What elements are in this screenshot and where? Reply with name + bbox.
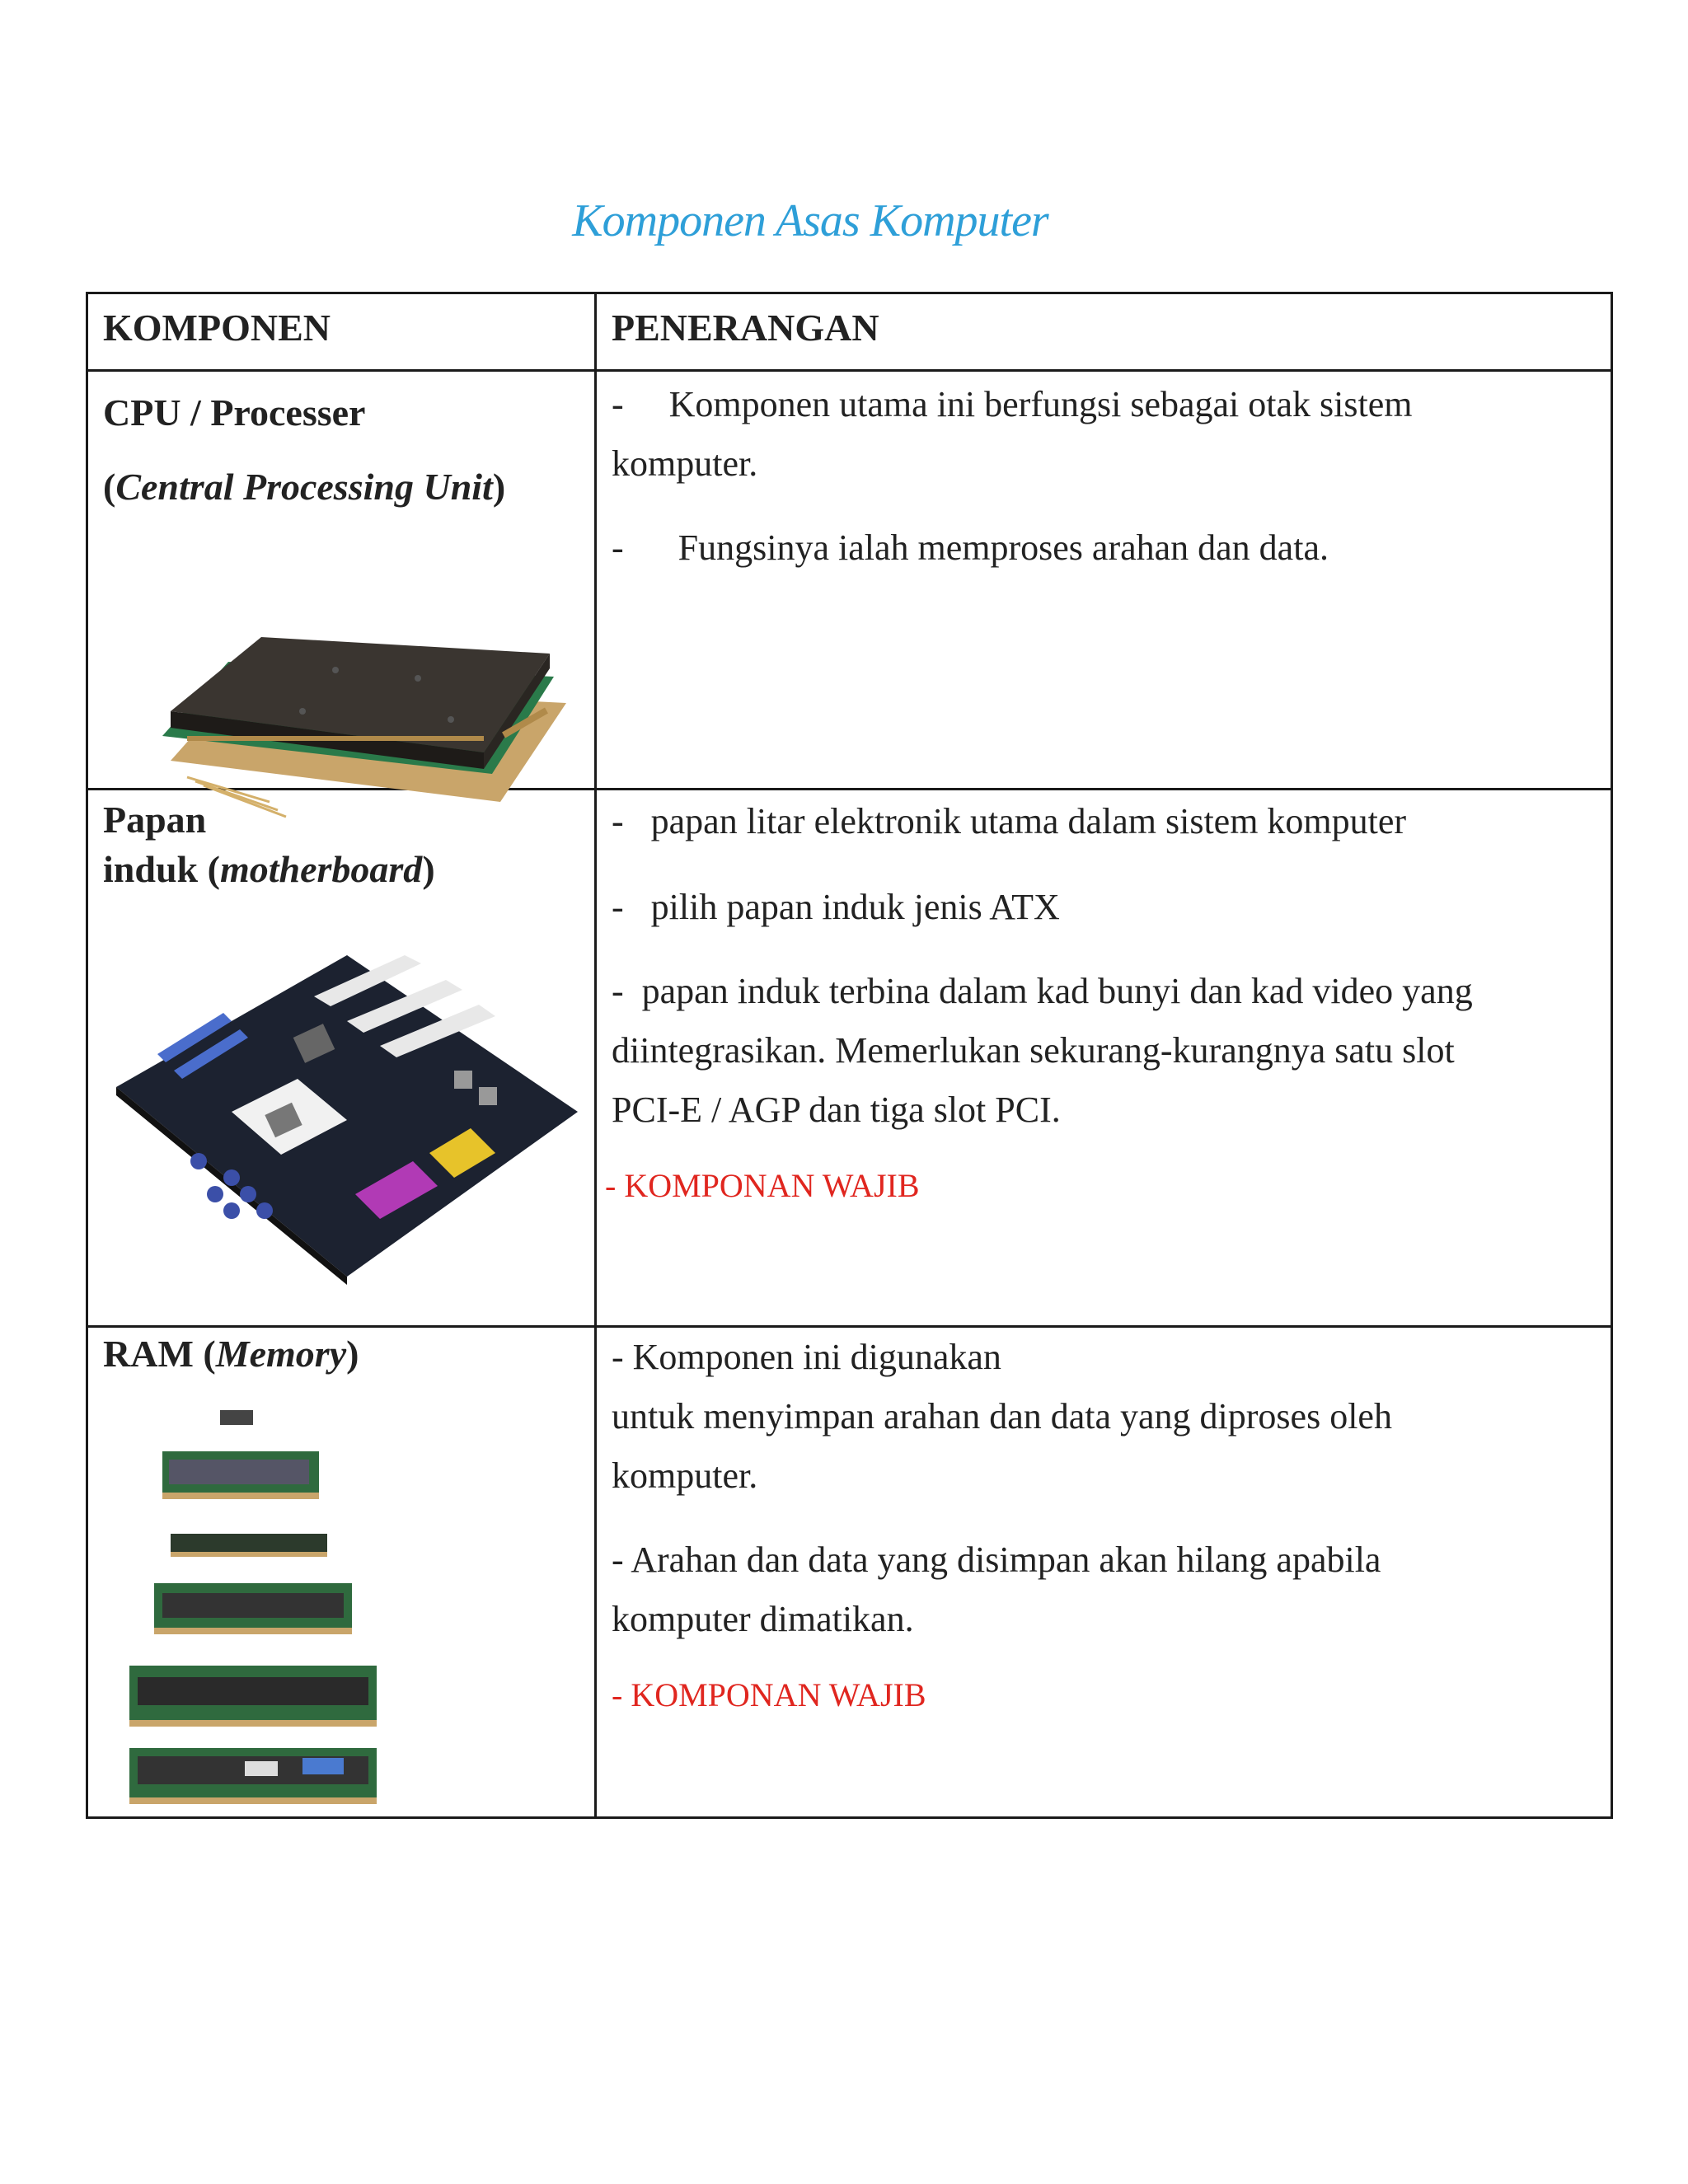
header-komponen: KOMPONEN — [103, 307, 331, 349]
cpu-name-line2: (Central Processing Unit) — [103, 466, 506, 508]
component-name-motherboard — [88, 790, 594, 894]
desc-line: - pilih papan induk jenis ATX — [612, 887, 1060, 927]
mb-name-line1: Papan — [103, 799, 207, 841]
cpu-name-line1: CPU / Processer — [103, 391, 366, 434]
table-row — [87, 371, 1612, 790]
mb-name-line2: induk (motherboard) — [103, 848, 435, 890]
component-name-ram: RAM (Memory) — [103, 1333, 359, 1375]
desc-line: - Fungsinya ialah memproses arahan dan data. — [612, 527, 1329, 568]
ram-description — [597, 1328, 1611, 1725]
motherboard-description — [597, 790, 1611, 1216]
desc-line: komputer. — [612, 1455, 758, 1496]
mandatory-note: - KOMPONAN WAJIB — [612, 1676, 926, 1713]
table-header-row — [87, 293, 1612, 371]
table-row — [87, 1327, 1612, 1818]
components-table — [86, 292, 1613, 1819]
table-row — [87, 790, 1612, 1327]
desc-line: - Arahan dan data yang disimpan akan hilang apabila — [612, 1540, 1381, 1580]
desc-line: komputer. — [612, 443, 758, 484]
mandatory-note: - KOMPONAN WAJIB — [605, 1167, 920, 1204]
desc-line: diintegrasikan. Memerlukan sekurang-kurangnya satu slot — [612, 1030, 1455, 1071]
desc-line: - papan litar elektronik utama dalam sistem komputer — [612, 801, 1407, 841]
motherboard-image — [108, 947, 586, 1293]
header-penerangan: PENERANGAN — [612, 307, 879, 349]
desc-line: komputer dimatikan. — [612, 1599, 914, 1639]
component-name-cpu — [88, 372, 594, 512]
desc-line: - Komponen ini digunakan — [612, 1337, 1001, 1377]
page-title: Komponen Asas Komputer — [572, 195, 1048, 246]
ram-modules-image — [105, 1394, 451, 1806]
cpu-description — [597, 372, 1611, 578]
desc-line: PCI-E / AGP dan tiga slot PCI. — [612, 1090, 1061, 1130]
desc-line: - papan induk terbina dalam kad bunyi dan kad video yang — [612, 971, 1473, 1011]
desc-line: untuk menyimpan arahan dan data yang diproses oleh — [612, 1396, 1392, 1436]
desc-line: - Komponen utama ini berfungsi sebagai otak sistem — [612, 384, 1413, 424]
